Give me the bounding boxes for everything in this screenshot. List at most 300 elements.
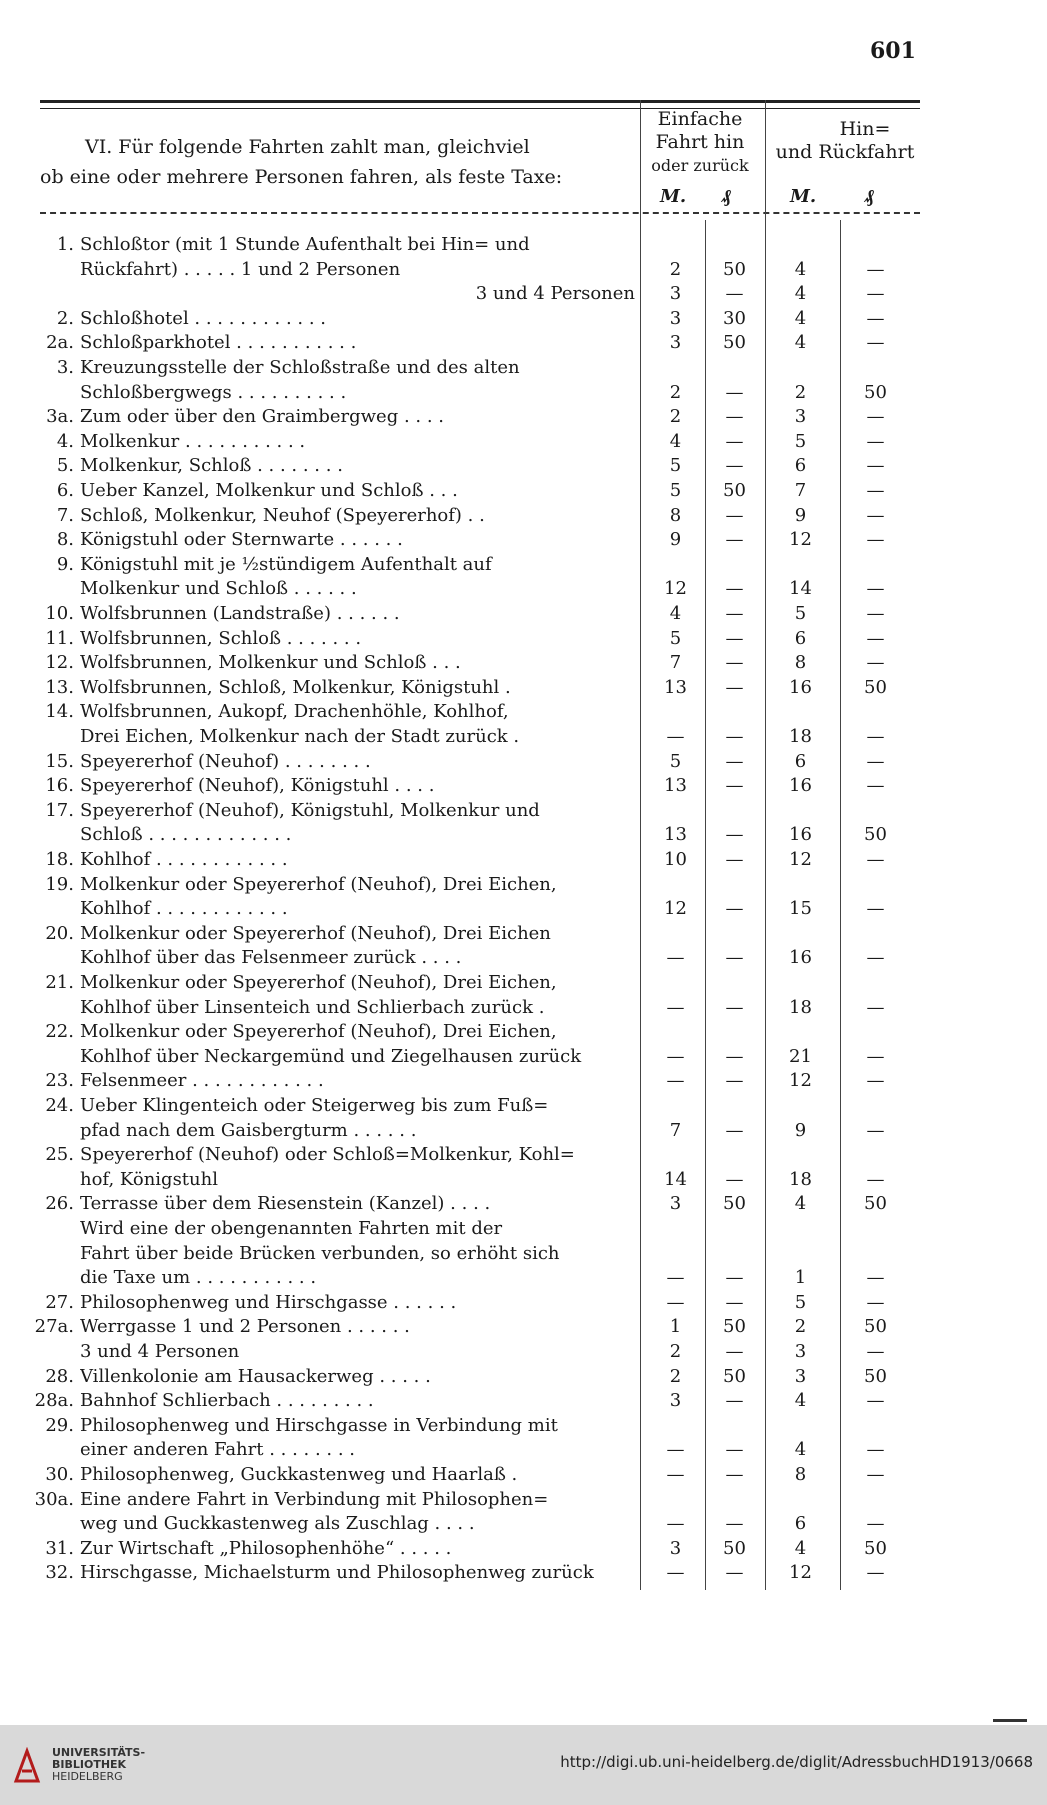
return-pfennig-value: — <box>866 430 885 452</box>
footer-bar <box>0 1725 1047 1805</box>
route-description: Königstuhl oder Sternwarte . . . . . . <box>80 529 403 551</box>
return-mark-value: 21 <box>789 1045 812 1067</box>
table-row <box>0 1438 1047 1462</box>
route-description: Wird eine der obengenannten Fahrten mit der <box>80 1218 503 1239</box>
single-pfennig-value: — <box>725 996 744 1018</box>
return-pfennig-value: — <box>866 898 885 920</box>
return-mark-value: 3 <box>794 1365 807 1387</box>
entry-number: 3. <box>56 357 74 378</box>
unit-pf-1: ₰ <box>722 186 731 207</box>
route-description: Speyererhof (Neuhof) . . . . . . . . <box>80 750 371 772</box>
route-description: Kreuzungsstelle der Schloßstraße und des alten <box>80 357 520 378</box>
route-description: Speyererhof (Neuhof) oder Schloß=Molkenkur, Kohl= <box>80 1144 575 1166</box>
table-row <box>0 381 1047 405</box>
single-pfennig-value: — <box>725 898 744 920</box>
entry-number: 29. <box>45 1414 74 1436</box>
route-description: Philosophenweg, Guckkastenweg und Haarlaß . <box>80 1464 518 1485</box>
table-row <box>0 282 1047 306</box>
single-mark-value: — <box>666 726 685 747</box>
single-mark-value: — <box>666 1513 685 1535</box>
return-pfennig-value: — <box>866 332 885 354</box>
route-description: weg und Guckkastenweg als Zuschlag . . . . <box>80 1513 475 1535</box>
return-mark-value: 6 <box>794 750 807 772</box>
table-row <box>0 651 1047 675</box>
table-row <box>0 454 1047 478</box>
table-row <box>0 996 1047 1020</box>
route-description: Speyererhof (Neuhof), Königstuhl, Molkenkur und <box>80 799 540 821</box>
single-mark-value: 14 <box>664 1168 687 1190</box>
entry-number: 8. <box>56 529 74 551</box>
return-mark-value: 8 <box>794 1464 807 1485</box>
return-pfennig-value: — <box>866 455 885 477</box>
single-mark-value: 13 <box>664 824 687 846</box>
single-mark-value: 2 <box>669 406 682 428</box>
single-pfennig-value: — <box>725 652 744 674</box>
entry-number: 32. <box>45 1562 74 1584</box>
col-return-line-2: und Rückfahrt <box>775 141 915 163</box>
entry-number: 16. <box>45 775 74 797</box>
entry-number: 21. <box>45 972 74 993</box>
return-mark-value: 16 <box>789 947 812 969</box>
return-pfennig-value: 50 <box>864 1193 887 1215</box>
route-description: Molkenkur und Schloß . . . . . . <box>80 578 357 600</box>
single-pfennig-value: — <box>725 1341 744 1362</box>
table-row <box>0 1069 1047 1093</box>
return-mark-value: 2 <box>794 381 807 403</box>
route-description: Wolfsbrunnen (Landstraße) . . . . . . <box>80 603 400 624</box>
entry-number: 24. <box>45 1095 74 1116</box>
single-mark-value: — <box>666 996 685 1018</box>
entry-number: 30a. <box>34 1488 74 1510</box>
entry-number: 31. <box>45 1537 74 1559</box>
return-pfennig-value: — <box>866 1439 885 1461</box>
single-mark-value: 3 <box>669 1390 682 1412</box>
table-row <box>0 971 1047 995</box>
route-description: Molkenkur, Schloß . . . . . . . . <box>80 455 343 477</box>
table-row <box>0 750 1047 774</box>
return-pfennig-value: — <box>866 775 885 797</box>
table-row <box>0 1315 1047 1339</box>
table-row <box>0 1365 1047 1389</box>
route-description: Molkenkur . . . . . . . . . . . <box>80 430 306 452</box>
route-description: Philosophenweg und Hirschgasse . . . . . . <box>80 1291 457 1313</box>
entry-number: 7. <box>56 504 74 526</box>
entry-number: 11. <box>45 627 74 649</box>
single-mark-value: 3 <box>669 283 682 305</box>
table-row <box>0 1168 1047 1192</box>
return-mark-value: 5 <box>794 603 807 624</box>
table-row <box>0 627 1047 651</box>
single-mark-value: 5 <box>669 455 682 477</box>
route-description: Molkenkur oder Speyererhof (Neuhof), Drei Eichen, <box>80 873 557 895</box>
table-row <box>0 405 1047 429</box>
table-row <box>0 1192 1047 1216</box>
table-row <box>0 1143 1047 1167</box>
single-mark-value: 4 <box>669 603 682 624</box>
single-mark-value: 3 <box>669 307 682 329</box>
table-row <box>0 922 1047 946</box>
route-description: Drei Eichen, Molkenkur nach der Stadt zurück . <box>80 726 520 747</box>
route-description: Schloßbergwegs . . . . . . . . . . <box>80 381 347 403</box>
table-row <box>0 848 1047 872</box>
unit-mark-2: M. <box>790 186 817 207</box>
single-pfennig-value: — <box>725 1045 744 1067</box>
route-description: Eine andere Fahrt in Verbindung mit Philosophen= <box>80 1488 549 1510</box>
single-mark-value: — <box>666 1070 685 1092</box>
return-mark-value: 6 <box>794 1513 807 1535</box>
route-description: Fahrt über beide Brücken verbunden, so erhöht sich <box>80 1242 560 1264</box>
entry-number: 28a. <box>34 1390 74 1412</box>
source-url[interactable]: http://digi.ub.uni-heidelberg.de/diglit/AdressbuchHD1913/0668 <box>560 1753 1033 1771</box>
route-description: Werrgasse 1 und 2 Personen . . . . . . <box>80 1316 410 1338</box>
return-pfennig-value: — <box>866 1464 885 1485</box>
unit-pf-2: ₰ <box>865 186 874 207</box>
single-mark-value: 12 <box>664 898 687 920</box>
entry-number: 17. <box>45 799 74 821</box>
table-row <box>0 946 1047 970</box>
library-logo-text <box>52 1747 145 1783</box>
single-mark-value: 4 <box>669 430 682 452</box>
return-mark-value: 15 <box>789 898 812 920</box>
return-mark-value: 12 <box>789 1562 812 1584</box>
return-mark-value: 3 <box>794 406 807 428</box>
page-number: 601 <box>870 38 916 64</box>
route-description: Molkenkur oder Speyererhof (Neuhof), Drei Eichen <box>80 922 551 944</box>
table-row <box>0 1512 1047 1536</box>
route-description: Schloßtor (mit 1 Stunde Aufenthalt bei Hin= und <box>80 234 530 255</box>
col-single-line-2: Fahrt hin <box>655 131 745 153</box>
return-mark-value: 4 <box>794 1390 807 1412</box>
col-single-line-1: Einfache <box>657 108 743 130</box>
route-description: Molkenkur oder Speyererhof (Neuhof), Drei Eichen, <box>80 1021 557 1043</box>
entry-number: 23. <box>45 1070 74 1092</box>
entry-number: 27a. <box>34 1316 74 1338</box>
route-description: Hirschgasse, Michaelsturm und Philosophenweg zurück <box>80 1562 594 1584</box>
single-mark-value: — <box>666 1291 685 1313</box>
single-pfennig-value: 50 <box>723 1365 746 1387</box>
logo-line-3: HEIDELBERG <box>52 1770 123 1783</box>
single-pfennig-value: 50 <box>723 258 746 280</box>
table-row <box>0 1561 1047 1585</box>
return-mark-value: 18 <box>789 996 812 1018</box>
route-description: 3 und 4 Personen <box>80 1341 240 1362</box>
return-pfennig-value: 50 <box>864 824 887 846</box>
return-pfennig-value: — <box>866 1562 885 1584</box>
route-description: Schloß . . . . . . . . . . . . . <box>80 824 292 846</box>
entry-number: 4. <box>56 430 74 452</box>
return-pfennig-value: — <box>866 603 885 624</box>
route-description: Zum oder über den Graimbergweg . . . . <box>80 406 445 428</box>
route-description: Rückfahrt) . . . . . 1 und 2 Personen <box>80 258 401 280</box>
return-pfennig-value: — <box>866 1070 885 1092</box>
entry-number: 6. <box>56 480 74 501</box>
single-mark-value: 5 <box>669 627 682 649</box>
entry-number: 26. <box>45 1193 74 1215</box>
single-mark-value: 3 <box>669 332 682 354</box>
single-pfennig-value: — <box>725 1439 744 1461</box>
single-mark-value: 2 <box>669 1365 682 1387</box>
entry-number: 9. <box>56 553 74 575</box>
route-description: hof, Königstuhl <box>80 1168 218 1190</box>
return-pfennig-value: — <box>866 1341 885 1362</box>
single-mark-value: 5 <box>669 480 682 501</box>
section-header <box>40 132 630 192</box>
route-description: 3 und 4 Personen <box>475 283 635 305</box>
return-pfennig-value: 50 <box>864 1316 887 1338</box>
single-mark-value: 2 <box>669 381 682 403</box>
return-mark-value: 16 <box>789 775 812 797</box>
return-pfennig-value: — <box>866 750 885 772</box>
entry-number: 5. <box>56 455 74 477</box>
table-row <box>0 577 1047 601</box>
top-rule-thin <box>40 108 920 109</box>
return-mark-value: 8 <box>794 652 807 674</box>
table-row <box>0 504 1047 528</box>
return-pfennig-value: — <box>866 307 885 329</box>
return-mark-value: 18 <box>789 726 812 747</box>
return-pfennig-value: — <box>866 1119 885 1141</box>
single-mark-value: 3 <box>669 1193 682 1215</box>
return-mark-value: 7 <box>794 480 807 501</box>
single-pfennig-value: — <box>725 775 744 797</box>
route-description: Speyererhof (Neuhof), Königstuhl . . . . <box>80 775 435 797</box>
single-pfennig-value: — <box>725 676 744 698</box>
return-pfennig-value: — <box>866 529 885 551</box>
single-pfennig-value: — <box>725 1119 744 1141</box>
route-description: Wolfsbrunnen, Schloß, Molkenkur, Königstuhl . <box>80 676 511 698</box>
entry-number: 10. <box>45 603 74 624</box>
table-row <box>0 774 1047 798</box>
route-description: Terrasse über dem Riesenstein (Kanzel) . . . . <box>80 1193 491 1215</box>
corner-mark <box>993 1719 1027 1722</box>
single-mark-value: 13 <box>664 676 687 698</box>
single-pfennig-value: — <box>725 529 744 551</box>
single-mark-value: 7 <box>669 652 682 674</box>
return-mark-value: 1 <box>794 1267 807 1289</box>
return-pfennig-value: — <box>866 1513 885 1535</box>
single-mark-value: — <box>666 1562 685 1584</box>
logo-line-2: BIBLIOTHEK <box>52 1758 127 1771</box>
table-row <box>0 897 1047 921</box>
return-pfennig-value: — <box>866 406 885 428</box>
return-mark-value: 16 <box>789 676 812 698</box>
return-pfennig-value: — <box>866 996 885 1018</box>
single-pfennig-value: — <box>725 381 744 403</box>
table-row <box>0 331 1047 355</box>
return-pfennig-value: 50 <box>864 1537 887 1559</box>
table-row <box>0 233 1047 257</box>
return-pfennig-value: — <box>866 504 885 526</box>
single-mark-value: 2 <box>669 258 682 280</box>
table-row <box>0 1217 1047 1241</box>
col-return-line-1: Hin= <box>839 118 891 140</box>
unit-mark-1: M. <box>660 186 687 207</box>
entry-number: 27. <box>45 1291 74 1313</box>
return-pfennig-value: 50 <box>864 676 887 698</box>
table-row <box>0 430 1047 454</box>
return-mark-value: 14 <box>789 578 812 600</box>
route-description: Königstuhl mit je ½stündigem Aufenthalt auf <box>80 553 492 575</box>
route-description: Philosophenweg und Hirschgasse in Verbindung mit <box>80 1414 558 1436</box>
single-pfennig-value: — <box>725 1291 744 1313</box>
return-mark-value: 9 <box>794 1119 807 1141</box>
return-mark-value: 4 <box>794 307 807 329</box>
entry-number: 3a. <box>46 406 74 428</box>
route-description: Kohlhof . . . . . . . . . . . . <box>80 898 288 920</box>
entry-number: 12. <box>45 652 74 674</box>
return-pfennig-value: — <box>866 1390 885 1412</box>
single-pfennig-value: 30 <box>723 307 746 329</box>
entry-number: 30. <box>45 1464 74 1485</box>
single-pfennig-value: — <box>725 406 744 428</box>
table-row <box>0 528 1047 552</box>
return-mark-value: 3 <box>794 1341 807 1362</box>
return-pfennig-value: — <box>866 283 885 305</box>
single-pfennig-value: — <box>725 1390 744 1412</box>
entry-number: 28. <box>45 1365 74 1387</box>
entry-number: 15. <box>45 750 74 772</box>
return-mark-value: 4 <box>794 332 807 354</box>
single-pfennig-value: 50 <box>723 1193 746 1215</box>
single-mark-value: 9 <box>669 529 682 551</box>
return-pfennig-value: — <box>866 1045 885 1067</box>
return-mark-value: 4 <box>794 258 807 280</box>
single-pfennig-value: — <box>725 455 744 477</box>
single-pfennig-value: — <box>725 627 744 649</box>
return-mark-value: 2 <box>794 1316 807 1338</box>
single-pfennig-value: 50 <box>723 480 746 501</box>
single-pfennig-value: — <box>725 726 744 747</box>
table-row <box>0 1094 1047 1118</box>
single-pfennig-value: — <box>725 1267 744 1289</box>
table-row <box>0 602 1047 626</box>
single-mark-value: 10 <box>664 849 687 870</box>
return-mark-value: 12 <box>789 849 812 870</box>
route-description: Schloß, Molkenkur, Neuhof (Speyererhof) . . <box>80 504 485 526</box>
table-row <box>0 1340 1047 1364</box>
route-description: einer anderen Fahrt . . . . . . . . <box>80 1439 356 1461</box>
return-mark-value: 4 <box>794 283 807 305</box>
table-row <box>0 1488 1047 1512</box>
return-mark-value: 5 <box>794 430 807 452</box>
return-pfennig-value: — <box>866 726 885 747</box>
single-mark-value: 1 <box>669 1316 682 1338</box>
table-row <box>0 356 1047 380</box>
table-row <box>0 479 1047 503</box>
return-mark-value: 4 <box>794 1439 807 1461</box>
route-description: Schloßhotel . . . . . . . . . . . . <box>80 307 327 329</box>
entry-number: 20. <box>45 922 74 944</box>
single-mark-value: — <box>666 947 685 969</box>
route-description: Ueber Klingenteich oder Steigerweg bis zum Fuß= <box>80 1095 549 1116</box>
return-pfennig-value: — <box>866 627 885 649</box>
return-pfennig-value: — <box>866 480 885 501</box>
single-mark-value: — <box>666 1045 685 1067</box>
route-description: die Taxe um . . . . . . . . . . . <box>80 1267 317 1289</box>
route-description: Felsenmeer . . . . . . . . . . . . <box>80 1070 324 1092</box>
return-mark-value: 6 <box>794 455 807 477</box>
single-pfennig-value: — <box>725 504 744 526</box>
table-row <box>0 700 1047 724</box>
single-mark-value: 8 <box>669 504 682 526</box>
single-mark-value: 3 <box>669 1537 682 1559</box>
table-row <box>0 725 1047 749</box>
route-description: Ueber Kanzel, Molkenkur und Schloß . . . <box>80 480 458 501</box>
route-description: Kohlhof über Neckargemünd und Ziegelhausen zurück <box>80 1045 582 1067</box>
single-pfennig-value: — <box>725 578 744 600</box>
single-mark-value: 13 <box>664 775 687 797</box>
single-pfennig-value: — <box>725 824 744 846</box>
return-pfennig-value: — <box>866 947 885 969</box>
return-pfennig-value: — <box>866 1168 885 1190</box>
return-pfennig-value: 50 <box>864 381 887 403</box>
table-row <box>0 799 1047 823</box>
single-pfennig-value: — <box>725 1168 744 1190</box>
return-mark-value: 5 <box>794 1291 807 1313</box>
single-pfennig-value: — <box>725 1513 744 1535</box>
single-pfennig-value: — <box>725 283 744 305</box>
entry-number: 22. <box>45 1021 74 1043</box>
table-row <box>0 1463 1047 1487</box>
route-description: Wolfsbrunnen, Aukopf, Drachenhöhle, Kohlhof, <box>80 701 509 723</box>
return-mark-value: 9 <box>794 504 807 526</box>
route-description: Wolfsbrunnen, Molkenkur und Schloß . . . <box>80 652 461 674</box>
route-description: Wolfsbrunnen, Schloß . . . . . . . <box>80 627 362 649</box>
single-pfennig-value: — <box>725 849 744 870</box>
single-mark-value: — <box>666 1439 685 1461</box>
table-row <box>0 1045 1047 1069</box>
single-mark-value: 2 <box>669 1341 682 1362</box>
route-description: Molkenkur oder Speyererhof (Neuhof), Drei Eichen, <box>80 972 557 993</box>
route-description: pfad nach dem Gaisbergturm . . . . . . <box>80 1119 417 1141</box>
entry-number: 14. <box>45 701 74 723</box>
single-mark-value: 12 <box>664 578 687 600</box>
header-line-2: ob eine oder mehrere Personen fahren, als feste Taxe: <box>40 166 563 188</box>
single-pfennig-value: — <box>725 430 744 452</box>
route-description: Kohlhof . . . . . . . . . . . . <box>80 849 288 870</box>
return-pfennig-value: — <box>866 1267 885 1289</box>
return-pfennig-value: — <box>866 652 885 674</box>
return-mark-value: 4 <box>794 1537 807 1559</box>
library-logo-icon <box>12 1747 42 1783</box>
single-mark-value: — <box>666 1464 685 1485</box>
single-pfennig-value: — <box>725 1464 744 1485</box>
single-mark-value: — <box>666 1267 685 1289</box>
logo-line-1: UNIVERSITÄTS- <box>52 1746 146 1759</box>
return-pfennig-value: — <box>866 1291 885 1313</box>
return-mark-value: 18 <box>789 1168 812 1190</box>
single-mark-value: 7 <box>669 1119 682 1141</box>
route-description: Kohlhof über Linsenteich und Schlierbach zurück . <box>80 996 545 1018</box>
single-pfennig-value: — <box>725 603 744 624</box>
single-pfennig-value: — <box>725 1070 744 1092</box>
entry-number: 19. <box>45 873 74 895</box>
table-row <box>0 873 1047 897</box>
table-row <box>0 1291 1047 1315</box>
return-mark-value: 4 <box>794 1193 807 1215</box>
entry-number: 25. <box>45 1144 74 1166</box>
return-mark-value: 6 <box>794 627 807 649</box>
column-header-single <box>635 108 765 177</box>
table-row <box>0 823 1047 847</box>
table-row <box>0 1414 1047 1438</box>
return-mark-value: 16 <box>789 824 812 846</box>
header-line-1: VI. Für folgende Fahrten zahlt man, gleichviel <box>85 136 530 158</box>
col-single-line-3: oder zurück <box>651 156 749 175</box>
route-description: Schloßparkhotel . . . . . . . . . . . <box>80 332 357 354</box>
single-pfennig-value: — <box>725 750 744 772</box>
table-row <box>0 553 1047 577</box>
